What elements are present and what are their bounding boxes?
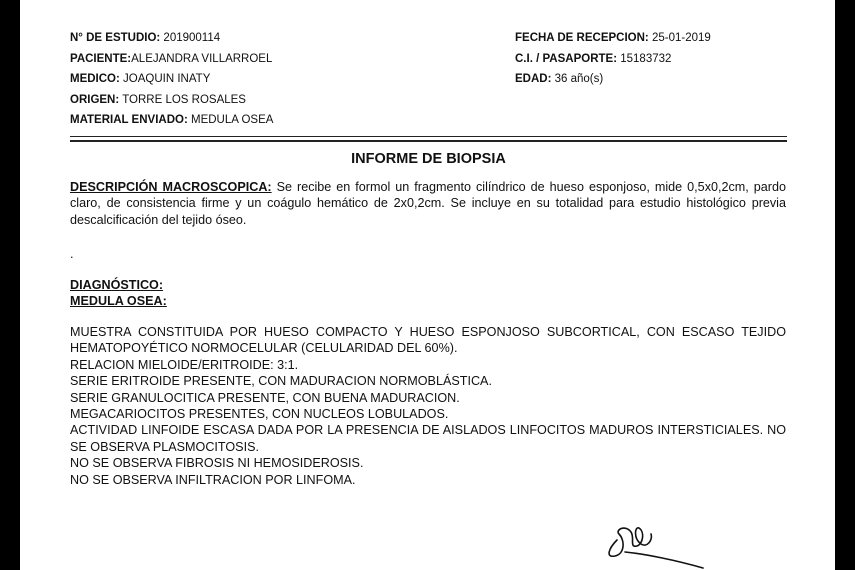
diagnosis-label: DIAGNÓSTICO: [70, 278, 164, 292]
doctor-value: JOAQUIN INATY [123, 73, 211, 85]
report-page [20, 0, 835, 570]
organ-label: MEDULA OSEA: [70, 294, 167, 309]
macroscopic-text: Se recibe en formol un fragmento cilíndrico de hueso esponjoso, mide 0,5x0,2cm, pardo claro, de consistencia firme y un coágulo hemático de 2x0,2cm. Se incluye en su totalidad para estudio histológico previa descalcificación del tejido óseo. [70, 180, 786, 227]
signature-icon [595, 510, 705, 570]
reception-date-row [515, 31, 711, 45]
finding-item: ACTIVIDAD LINFOIDE ESCASA DADA POR LA PRESENCIA DE AISLADOS LINFOCITOS MADUROS INTERSTICIALES. NO SE OBSERVA PLASMOCITOSIS. [70, 423, 786, 454]
finding-item: MUESTRA CONSTITUIDA POR HUESO COMPACTO Y HUESO ESPONJOSO SUBCORTICAL, CON ESCASO TEJIDO HEMATOPOYÉTICO NORMOCELULAR (CELULARIDAD DEL 60%). [70, 325, 786, 356]
material-value: MEDULA OSEA [190, 114, 274, 126]
header-divider-thin [70, 136, 787, 137]
origin-label: ORIGEN: [70, 94, 120, 106]
findings-list [70, 324, 786, 488]
finding-item: MEGACARIOCITOS PRESENTES, CON NUCLEOS LOBULADOS. [70, 407, 449, 422]
doctor-row [70, 72, 210, 86]
age-label: EDAD: [515, 73, 552, 85]
header-divider-thick [70, 140, 787, 142]
id-label: C.I. / PASAPORTE: [515, 53, 618, 65]
age-row [515, 72, 603, 86]
patient-label: PACIENTE: [70, 53, 132, 65]
finding-item: RELACION MIELOIDE/ERITROIDE: 3:1. [70, 357, 299, 372]
finding-item: SERIE ERITROIDE PRESENTE, CON MADURACION NORMOBLÁSTICA. [70, 374, 492, 389]
study-number-value: 201900114 [163, 32, 221, 44]
id-value: 15183732 [620, 53, 672, 65]
material-label: MATERIAL ENVIADO: [70, 114, 188, 126]
study-number-row [70, 31, 220, 45]
finding-item: NO SE OBSERVA INFILTRACION POR LINFOMA. [70, 472, 356, 487]
age-value: 36 año(s) [554, 73, 604, 85]
patient-value: ALEJANDRA VILLARROEL [131, 53, 273, 65]
doctor-label: MEDICO: [70, 73, 120, 85]
reception-date-value: 25-01-2019 [651, 32, 711, 44]
origin-row [70, 93, 246, 107]
id-row [515, 52, 671, 66]
separator-dot: . [70, 247, 74, 261]
macroscopic-description [70, 179, 786, 228]
origin-value: TORRE LOS ROSALES [122, 94, 246, 106]
finding-item: SERIE GRANULOCITICA PRESENTE, CON BUENA MADURACION. [70, 390, 460, 405]
reception-date-label: FECHA DE RECEPCION: [515, 32, 649, 44]
material-row [70, 113, 273, 127]
finding-item: NO SE OBSERVA FIBROSIS NI HEMOSIDEROSIS. [70, 456, 364, 471]
study-number-label: N° DE ESTUDIO: [70, 32, 161, 44]
patient-row [70, 52, 272, 66]
diagnosis-heading [70, 277, 786, 310]
report-title: INFORME DE BIOPSIA [351, 151, 506, 167]
macroscopic-label: DESCRIPCIÓN MACROSCOPICA: [70, 180, 272, 194]
